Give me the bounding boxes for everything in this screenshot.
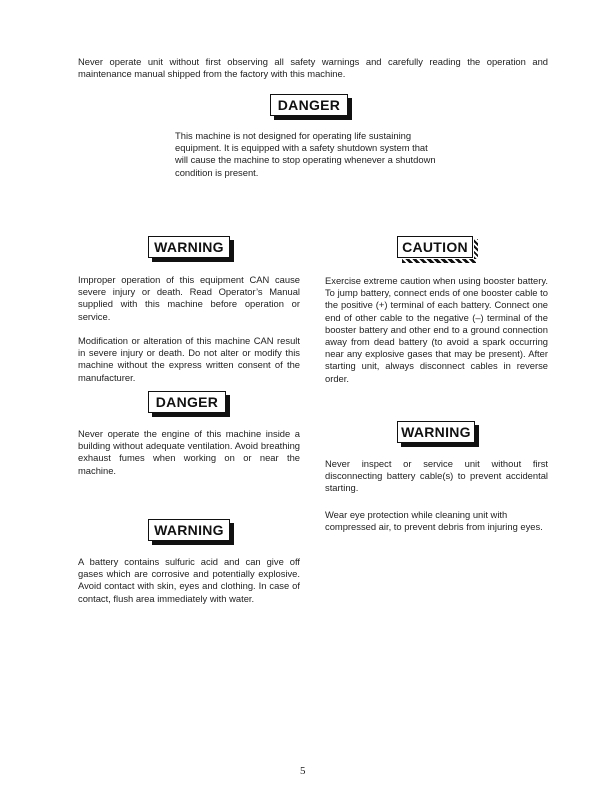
danger-label: DANGER [148, 391, 226, 413]
warning-label: WARNING [397, 421, 475, 443]
danger-label: DANGER [270, 94, 348, 116]
warning-text: A battery contains sulfuric acid and can give off gases which are corrosive and potentially explosive. Avoid contact with skin, eyes and clothing. In case of contact, flush area immediately with water. [78, 556, 300, 604]
caution-text: Exercise extreme caution when using booster battery. To jump battery, connect ends of one booster cable to the positive (+) terminal of each battery. Connect one end of other cable to the negative (–) terminal of the booster battery and other end to a ground connection away from dead battery (to avoid a spark occurring near any explosive gases that may be present). After starting unit, always disconnect cables in reverse order. [325, 275, 548, 384]
warning-text: Wear eye protection while cleaning unit with compressed air, to prevent debris from injuring eyes. [325, 509, 543, 533]
warning-label: WARNING [148, 236, 230, 258]
warning-text: Improper operation of this equipment CAN cause severe injury or death. Read Operator’s Manual supplied with this machine before operation or service. [78, 274, 300, 322]
danger-text: This machine is not designed for operating life sustaining equipment. It is equipped with a safety shutdown system that will cause the machine to stop operating whenever a shutdown condition is present. [175, 130, 436, 178]
page-number: 5 [300, 765, 306, 777]
warning-label: WARNING [148, 519, 230, 541]
warning-text: Never inspect or service unit without first disconnecting battery cable(s) to prevent accidental starting. [325, 458, 548, 494]
caution-label: CAUTION [397, 236, 473, 258]
danger-text: Never operate the engine of this machine inside a building without adequate ventilation. Avoid breathing exhaust fumes when working on or near the machine. [78, 428, 300, 476]
intro-text: Never operate unit without first observing all safety warnings and carefully reading the operation and maintenance manual shipped from the factory with this machine. [78, 56, 548, 80]
warning-text: Modification or alteration of this machine CAN result in severe injury or death. Do not alter or modify this machine without the express written consent of the manufacturer. [78, 335, 300, 383]
